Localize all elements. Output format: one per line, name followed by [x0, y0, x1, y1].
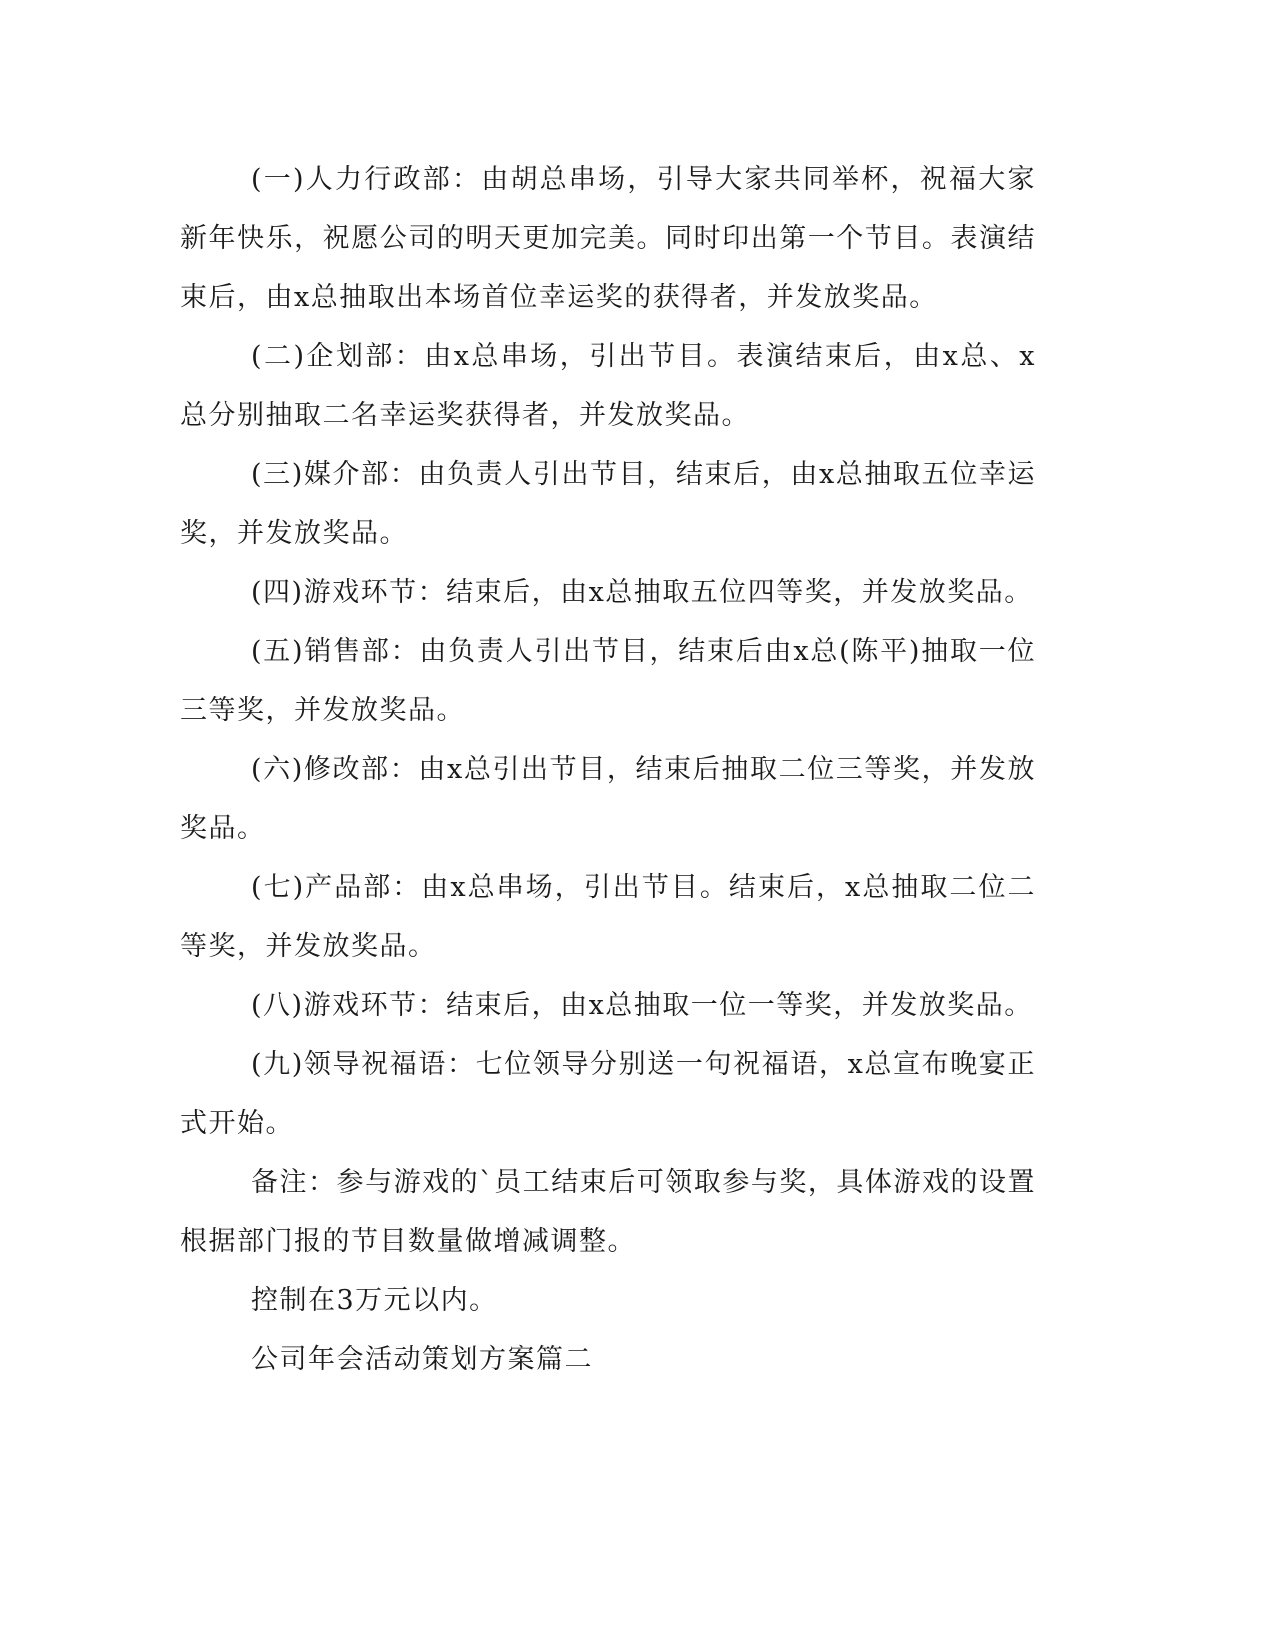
paragraph-revision: (六)修改部：由x总引出节目，结束后抽取二位三等奖，并发放奖品。 [180, 754, 1036, 844]
paragraph-remark: 备注：参与游戏的`员工结束后可领取参与奖，具体游戏的设置根据部门报的节目数量做增减调整。 [180, 1167, 1036, 1257]
document-page [180, 150, 1036, 1389]
paragraph-media: (三)媒介部：由负责人引出节目，结束后，由x总抽取五位幸运奖，并发放奖品。 [180, 459, 1036, 549]
paragraph-planning: (二)企划部：由x总串场，引出节目。表演结束后，由x总、x总分别抽取二名幸运奖获得者，并发放奖品。 [180, 341, 1036, 431]
paragraph-budget: 控制在3万元以内。 [251, 1285, 498, 1316]
paragraph-hr-admin: (一)人力行政部：由胡总串场，引导大家共同举杯，祝福大家新年快乐，祝愿公司的明天更加完美。同时印出第一个节目。表演结束后，由x总抽取出本场首位幸运奖的获得者，并发放奖品。 [180, 164, 1036, 313]
paragraph-game-2: (八)游戏环节：结束后，由x总抽取一位一等奖，并发放奖品。 [251, 990, 1033, 1021]
paragraph-game-1: (四)游戏环节：结束后，由x总抽取五位四等奖，并发放奖品。 [251, 577, 1033, 608]
paragraph-leader-wishes: (九)领导祝福语：七位领导分别送一句祝福语，x总宣布晚宴正式开始。 [180, 1049, 1036, 1139]
section-heading: 公司年会活动策划方案篇二 [251, 1344, 593, 1375]
paragraph-sales: (五)销售部：由负责人引出节目，结束后由x总(陈平)抽取一位三等奖，并发放奖品。 [180, 636, 1036, 726]
paragraph-product: (七)产品部：由x总串场，引出节目。结束后，x总抽取二位二等奖，并发放奖品。 [180, 872, 1036, 962]
